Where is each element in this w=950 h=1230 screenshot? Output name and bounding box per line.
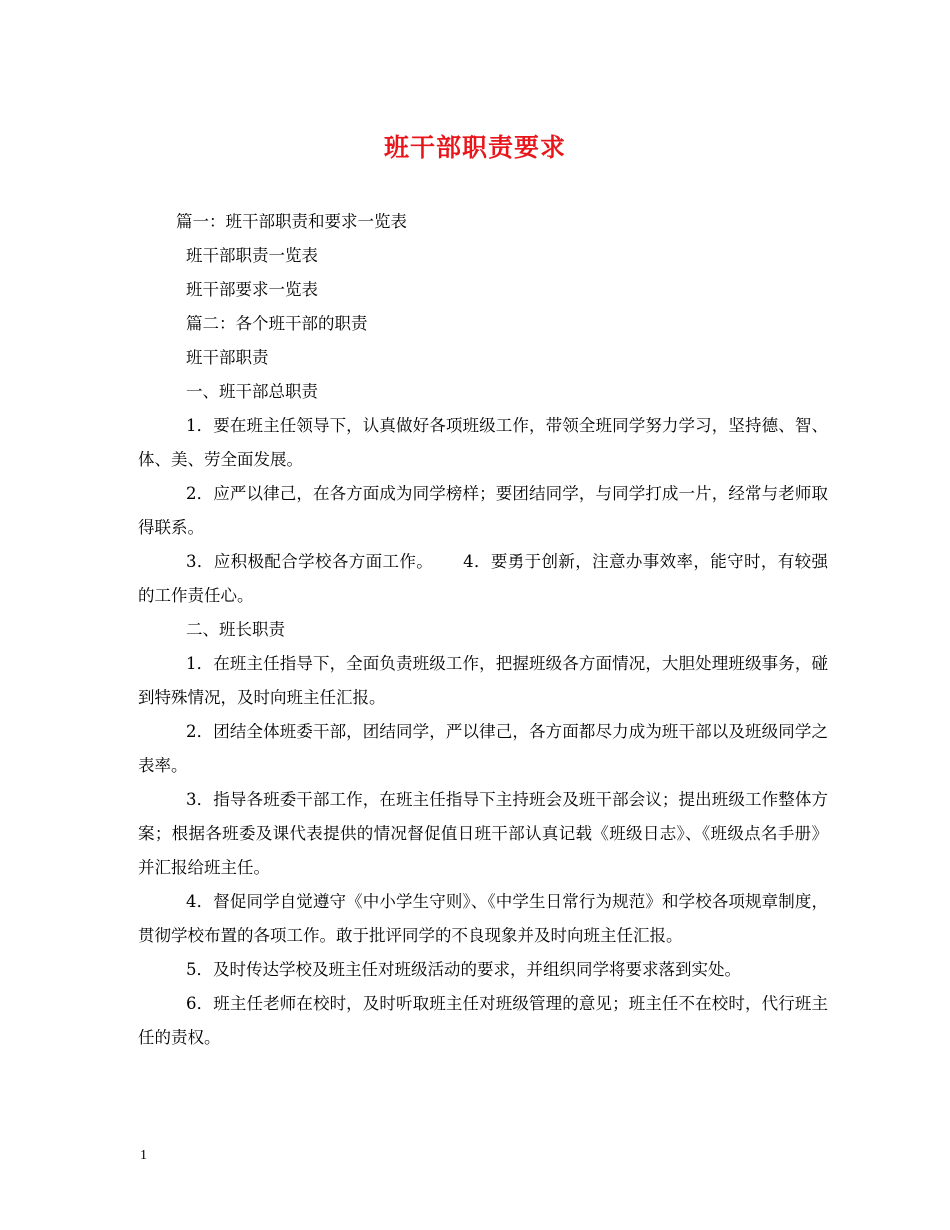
subheading-requirements-table: 班干部要求一览表 (186, 280, 318, 299)
page-number: 1 (140, 1148, 147, 1163)
paragraph: 3．指导各班委干部工作，在班主任指导下主持班会及班干部会议；提出班级工作整体方案；根据各班委及课代表提供的情况督促值日班干部认真记载《班级日志》、《班级点名手册》并汇报给班主任。 (138, 790, 828, 877)
paragraph: 6．班主任老师在校时，及时听取班主任对班级管理的意见；班主任不在校时，代行班主任的责权。 (138, 994, 828, 1047)
subheading-cadre-duties: 班干部职责 (186, 348, 269, 367)
paragraph: 2．应严以律己，在各方面成为同学榜样；要团结同学，与同学打成一片，经常与老师取得联系。 (138, 484, 828, 537)
heading-general-duties: 一、班干部总职责 (186, 382, 318, 401)
paragraph: 1．在班主任指导下，全面负责班级工作，把握班级各方面情况，大胆处理班级事务，碰到特殊情况，及时向班主任汇报。 (138, 654, 828, 707)
paragraph: 1．要在班主任领导下，认真做好各项班级工作，带领全班同学努力学习，坚持德、智、体、美、劳全面发展。 (138, 416, 828, 469)
subheading-duties-table: 班干部职责一览表 (186, 246, 318, 265)
paragraph: 2．团结全体班委干部，团结同学，严以律己，各方面都尽力成为班干部以及班级同学之表率。 (138, 722, 828, 775)
document-body (138, 205, 828, 1055)
paragraph: 4．督促同学自觉遵守《中小学生守则》、《中学生日常行为规范》和学校各项规章制度，贯彻学校布置的各项工作。敢于批评同学的不良现象并及时向班主任汇报。 (138, 892, 828, 945)
section-heading-part-one: 篇一：班干部职责和要求一览表 (176, 212, 407, 231)
paragraph: 5．及时传达学校及班主任对班级活动的要求，并组织同学将要求落到实处。 (186, 960, 741, 979)
heading-monitor-duties: 二、班长职责 (186, 620, 285, 639)
paragraph-item-4: 4．要勇于创新，注意办事效率，能守时，有较强的工作责任心。 (138, 552, 828, 605)
page-title: 班干部职责要求 (383, 133, 566, 162)
paragraph (138, 545, 828, 613)
paragraph-item-3: 3．应积极配合学校各方面工作。 (186, 552, 434, 571)
section-heading-part-two: 篇二：各个班干部的职责 (186, 314, 368, 333)
